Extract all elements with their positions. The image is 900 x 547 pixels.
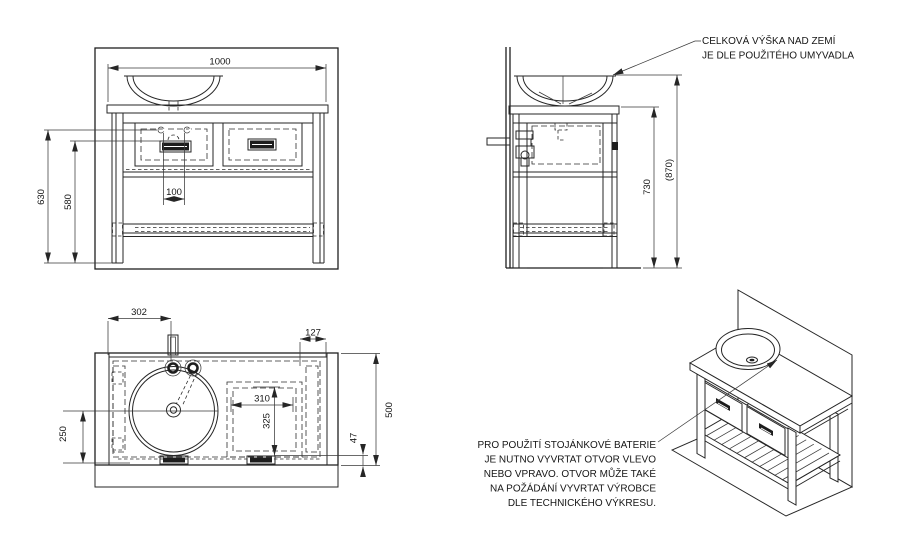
dim-side-height: 730 [642,179,653,195]
washbasin-side [514,76,616,106]
isometric-view [658,290,852,516]
slatted-shelf-front [113,223,324,237]
dim-front-offset: 47 [348,432,360,444]
note-line: PRO POUŽITÍ STOJÁNKOVÉ BATERIE [477,440,656,451]
washbasin-iso [716,329,780,370]
top-view [58,307,395,487]
countertop-side [509,106,619,114]
dim-cutout-width: 310 [254,393,270,405]
note-line: DLE TECHNICKÉHO VÝKRESU. [507,498,656,509]
dim-side-total-height: (870) [664,158,675,182]
drilling-note [477,438,656,509]
dim-front-height-left: 630 [36,189,47,205]
countertop-plan [95,353,338,465]
dim-right-section: 127 [305,327,321,339]
dim-basin-offset-y: 250 [58,426,69,442]
leg-front-right [788,428,796,505]
drain-trap-hidden [555,123,567,140]
note-line: JE DLE POUŽITÉHO UMYVADLA [702,50,855,62]
dim-handle-spacing: 100 [166,187,182,198]
washbasin-front [124,76,223,113]
note-line: NEBO VPRAVO. OTVOR MŮŽE TAKÉ [483,469,656,480]
countertop-front [107,105,328,113]
dim-basin-offset-x: 302 [131,307,147,318]
dim-depth: 500 [384,402,395,418]
floor-panel-plan [95,465,338,487]
faucet-plan [165,335,201,406]
cabinet-front [112,113,324,263]
leg-front-left [697,374,705,458]
dim-front-width: 1000 [209,56,231,68]
total-height-note [702,34,854,62]
note-line: NA POŽÁDÁNÍ VYVRTAT VÝROBCE [490,483,656,495]
drawer-handle-side [612,142,618,150]
note-line: CELKOVÁ VÝŠKA NAD ZEMÍ [702,36,836,47]
drain-plan [167,403,181,417]
front-view [36,48,338,269]
leg-back-right [830,410,838,482]
drawer-handle-right [248,139,276,150]
note-line: JE NUTNO VYVRTAT OTVOR VLEVO [484,454,656,466]
dim-cutout-depth: 325 [261,413,273,429]
total-height-leader-line [613,41,701,75]
center-marks [158,127,191,133]
hidden-cabinet-lines [112,361,320,459]
wall-panel-side [506,47,510,268]
drawer-handle-left [160,135,191,152]
dim-front-height-inner: 580 [63,194,74,210]
faucet-hole-left [169,364,178,373]
side-view [487,41,701,268]
side-dimensions [615,75,682,268]
cabinet-side [513,114,618,268]
